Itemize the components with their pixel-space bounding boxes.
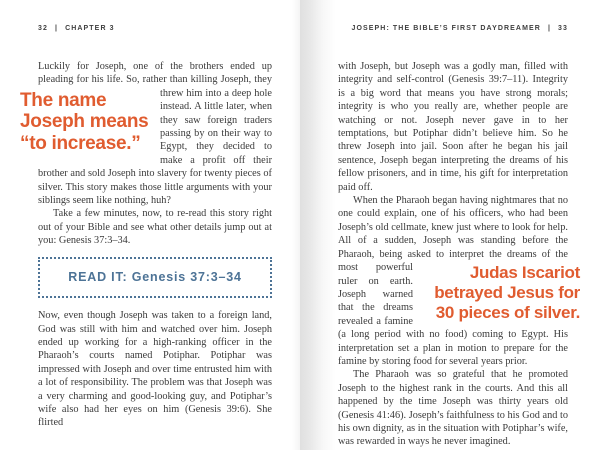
right-page: [300, 0, 600, 450]
page-number-right: 33: [558, 25, 568, 32]
paragraph-text: him into a deep hole instead. A little later, when they saw foreign traders passing by on their way to Egypt, they decided to make a profit off their brother and sold Joseph into slavery for twenty pieces of silver. This story makes those little arguments with your siblings seem like nothing, huh?: [38, 87, 272, 207]
paragraph-text: powerful ruler on earth. Joseph warned that the dreams revealed a famine (a long period with no food) coming to Egypt. His interpretation set a plan in motion to prepare for the famine by storing food for several years prior.: [338, 262, 568, 367]
paragraph-text: Luckily for Joseph, one of the brothers ended up pleading for his life. So, rather than killing Joseph, they threw: [38, 61, 272, 99]
paragraph: Now, even though Joseph was taken to a foreign land, God was still with him and watched over him. Joseph ended up working for a high-ranking officer in the Pharaoh’s courts named Potiphar. Potiphar was impressed with Joseph and over time entrusted him with a lot of responsibility. The problem was that Joseph was a very charming and good-looking guy, and Potiphar’s wife also had her eyes on him (Genesis 39:6). She flirted: [38, 310, 272, 429]
paragraph: The Pharaoh was so grateful that he promoted Joseph to the highest rank in the courts. And this all happened by the time Joseph was thirty years old (Genesis 41:46). Joseph’s faithfulness to his God and to his own dignity, as in the situation with Potiphar’s wife, was rewarded in ways he never imagined.: [338, 369, 568, 448]
paragraph: with Joseph, but Joseph was a godly man, filled with integrity and self-control (Genesis 39:7–11). Integrity is a big word that means you have strong morals; integrity is who you really are, whether people are watching or not. Joseph never gave in to her temptations, but Potiphar didn’t believe him. So he threw Joseph into jail. Soon after he began his jail sentence, Joseph began interpreting the dreams of his fellow prisoners, and in time, his gift for interpretation paid off.: [338, 61, 568, 193]
pull-quote-judas-iscariot: Judas Iscariot betrayed Jesus for 30 pieces of silver.: [434, 263, 580, 323]
paragraph: [338, 194, 580, 368]
right-page-body: [338, 60, 580, 449]
running-head-left: [38, 25, 272, 32]
running-head-right: [338, 25, 568, 32]
read-it-label: READ IT: Genesis 37:3–34: [68, 269, 242, 284]
page-number-left: 32: [38, 25, 48, 32]
right-page-content: [300, 0, 600, 450]
read-it-box: [38, 257, 272, 298]
header-divider: |: [547, 24, 551, 33]
pull-quote-joseph-name: The name Joseph means “to increase.”: [20, 89, 149, 154]
chapter-label: CHAPTER 3: [65, 25, 115, 32]
paragraph: Take a few minutes, now, to re-read this story right out of your Bible and see what other details jump out at you: Genesis 37:3–34.: [38, 208, 272, 247]
paragraph: [20, 60, 272, 207]
book-title-label: JOSEPH: THE BIBLE’S FIRST DAYDREAMER: [351, 25, 541, 32]
paragraph-text: When the Pharaoh began having nightmares that no one could explain, one of his officers, who had been Joseph’s old cellmate, knew just where to look for help. All of a sudden, Joseph was standing before the Pharaoh, being asked to interpret the dreams of the most: [338, 195, 568, 274]
header-divider: |: [55, 24, 59, 33]
left-page-body: [20, 60, 272, 430]
